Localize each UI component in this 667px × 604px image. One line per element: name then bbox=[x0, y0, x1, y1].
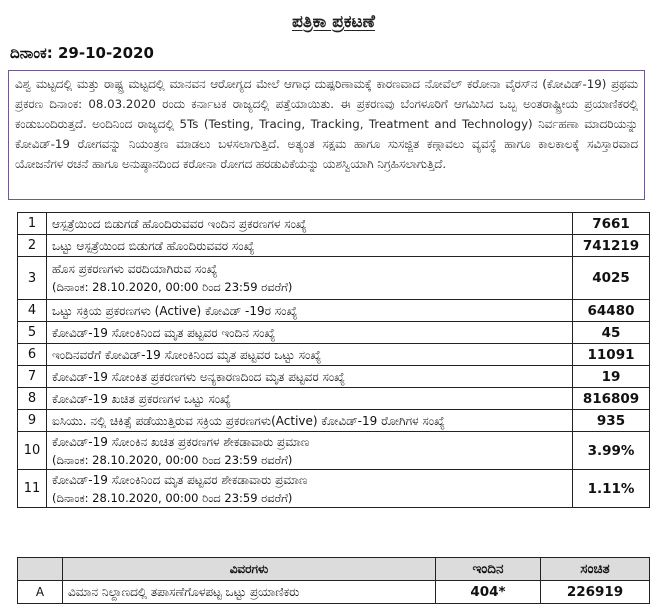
press-release-title: ಪತ್ರಿಕಾ ಪ್ರಕಟಣೆ bbox=[292, 12, 375, 32]
stats-row-number: 7 bbox=[18, 366, 47, 388]
stats-row bbox=[18, 366, 650, 388]
stats-row-label: ಒಟ್ಟು ಸಕ್ರಿಯ ಪ್ರಕರಣಗಳು (Active) ಕೋವಿಡ್ -19ರ ಸಂಖ್ಯೆ bbox=[52, 303, 298, 318]
header-cell-blank bbox=[18, 558, 63, 581]
stats-row-description bbox=[47, 344, 573, 366]
stats-row-number: 5 bbox=[18, 322, 47, 344]
stats-row-label: ಒಟ್ಟು ಆಸ್ಪತ್ರೆಯಿಂದ ಬಿಡುಗಡೆ ಹೊಂದಿರುವವರ ಸಂಖ್ಯೆ bbox=[52, 238, 255, 253]
header-cell-cumulative: ಸಂಚಿತ bbox=[541, 558, 650, 581]
details-table bbox=[17, 557, 650, 604]
stats-row-number: 8 bbox=[18, 388, 47, 410]
date-value: 29-10-2020 bbox=[57, 44, 154, 62]
stats-row-label: ಆಸ್ಪತ್ರೆಯಿಂದ ಬಿಡುಗಡೆ ಹೊಂದಿರುವವರ ಇಂದಿನ ಪ್ರಕರಣಗಳ ಸಂಖ್ಯೆ bbox=[52, 216, 307, 231]
stats-row-date-range: (ದಿನಾಂಕ: 28.10.2020, 00:00 ರಿಂದ 23:59 ರವರೆಗೆ) bbox=[52, 490, 293, 505]
stats-row-value: 741219 bbox=[573, 235, 650, 257]
stats-row bbox=[18, 300, 650, 322]
stats-row-description bbox=[47, 300, 573, 322]
stats-row-label: ಕೋವಿಡ್-19 ಸೋಂಕಿನಿಂದ ಮೃತ ಪಟ್ಟವರ ಶೇಕಡಾವಾರು ಪ್ರಮಾಣ bbox=[52, 472, 308, 487]
stats-row-label: ಐಸಿಯು. ನಲ್ಲಿ ಚಿಕಿತ್ಸೆ ಪಡೆಯುತ್ತಿರುವ ಸಕ್ರಿಯ ಪ್ರಕರಣಗಳು(Active) ಕೋವಿಡ್-19 ರೋಗಿಗಳ ಸಂಖ್ಯೆ bbox=[52, 413, 445, 428]
release-date bbox=[10, 44, 154, 62]
stats-row-description bbox=[47, 213, 573, 235]
stats-row-number: 2 bbox=[18, 235, 47, 257]
stats-row-description bbox=[47, 366, 573, 388]
header-cell-today: ಇಂದಿನ bbox=[436, 558, 541, 581]
stats-row-label: ಕೋವಿಡ್-19 ಖಚಿತ ಪ್ರಕರಣಗಳ ಒಟ್ಟು ಸಂಖ್ಯೆ bbox=[52, 391, 231, 406]
stats-row bbox=[18, 470, 650, 508]
stats-row-label: ಇಂದಿನವರೆಗೆ ಕೋವಿಡ್-19 ಸೋಂಕಿನಿಂದ ಮೃತ ಪಟ್ಟವರ ಒಟ್ಟು ಸಂಖ್ಯೆ bbox=[52, 347, 322, 362]
stats-row bbox=[18, 322, 650, 344]
stats-row-number: 6 bbox=[18, 344, 47, 366]
stats-row-description bbox=[47, 235, 573, 257]
stats-row bbox=[18, 344, 650, 366]
stats-table bbox=[17, 212, 650, 508]
table-row bbox=[18, 581, 650, 604]
stats-row-number: 10 bbox=[18, 432, 47, 470]
details-table-header bbox=[18, 558, 650, 581]
stats-row-value: 935 bbox=[573, 410, 650, 432]
stats-row-label: ಕೋವಿಡ್-19 ಸೋಂಕಿನಿಂದ ಮೃತ ಪಟ್ಟವರ ಇಂದಿನ ಸಂಖ್ಯೆ bbox=[52, 325, 276, 340]
stats-row-value: 1.11% bbox=[573, 470, 650, 508]
stats-row bbox=[18, 213, 650, 235]
date-label: ದಿನಾಂಕ: bbox=[10, 44, 53, 62]
stats-row bbox=[18, 235, 650, 257]
stats-row-description bbox=[47, 257, 573, 300]
stats-row-number: 9 bbox=[18, 410, 47, 432]
stats-row-value: 7661 bbox=[573, 213, 650, 235]
stats-row-label: ಕೋವಿಡ್-19 ಸೋಂಕಿನ ಖಚಿತ ಪ್ರಕರಣಗಳ ಶೇಕಡಾವಾರು ಪ್ರಮಾಣ bbox=[52, 434, 310, 449]
stats-row-value: 3.99% bbox=[573, 432, 650, 470]
stats-row-label: ಕೋವಿಡ್-19 ಸೋಂಕಿತ ಪ್ರಕರಣಗಳು ಅನ್ಯಕಾರಣದಿಂದ ಮೃತ ಪಟ್ಟವರ ಸಂಖ್ಯೆ bbox=[52, 369, 346, 384]
row-id: A bbox=[18, 581, 63, 604]
stats-row-value: 816809 bbox=[573, 388, 650, 410]
stats-row-value: 19 bbox=[573, 366, 650, 388]
stats-row bbox=[18, 410, 650, 432]
stats-row-value: 11091 bbox=[573, 344, 650, 366]
intro-paragraph: ವಿಶ್ವ ಮಟ್ಟದಲ್ಲಿ ಮತ್ತು ರಾಷ್ಟ್ರ ಮಟ್ಟದಲ್ಲಿ ಮಾನವನ ಆರೋಗ್ಯದ ಮೇಲೆ ಆಗಾಧ ದುಷ್ಪರಿಣಾಮಕ್ಕೆ ಕಾರಣವಾದ ನೋವೆಲ್ ಕರೋನಾ ವೈರಸ್‌ನ (ಕೋವಿಡ್-19) ಪ್ರಥಮ ಪ್ರಕರಣ ದಿನಾಂಕ: 08.03.2020 ರಂದು ಕರ್ನಾಟಕ ರಾಜ್ಯದಲ್ಲಿ ಪತ್ತೆಯಾಯಿತು. ಈ ಪ್ರಕರಣವು ಬೆಂಗಳೂರಿಗೆ ಆಗಮಿಸಿದ ಒಬ್ಬ ಅಂತರಾಷ್ಟ್ರೀಯ ಪ್ರಯಾಣಿಕರಲ್ಲಿ ಕಂಡುಬಂದಿರುತ್ತದೆ. ಅಂದಿನಿಂದ ರಾಜ್ಯದಲ್ಲಿ 5Ts (Testing, Tracing, Tracking, Treatment and Technology) ನಿರ್ವಹಣಾ ಮಾದರಿಯನ್ನು ಕೋವಿಡ್-19 ರೋಗವನ್ನು ನಿಯಂತ್ರಣ ಮಾಡಲು ಬಳಸಲಾಗುತ್ತಿದೆ. ಅತ್ಯಂತ ಸಕ್ಷಮ ಹಾಗೂ ಸುಸಜ್ಜಿತ ಕಣ್ಗಾವಲು ವ್ಯವಸ್ಥೆ ಹಾಗೂ ಕಾಲಕಾಲಕ್ಕೆ ಸವಿಸ್ತಾರವಾದ ಯೋಜನೆಗಳ ರಚನೆ ಹಾಗೂ ಅನುಷ್ಠಾನದಿಂದ ಕರೋನಾ ರೋಗದ ಹರಡುವಿಕೆಯನ್ನು ಯಶಸ್ವಿಯಾಗಿ ನಿಗ್ರಹಿಸಲಾಗುತ್ತಿದೆ. bbox=[8, 70, 645, 200]
stats-row-description bbox=[47, 322, 573, 344]
header-cell-details: ವಿವರಗಳು bbox=[63, 558, 436, 581]
stats-row-date-range: (ದಿನಾಂಕ: 28.10.2020, 00:00 ರಿಂದ 23:59 ರವರೆಗೆ) bbox=[52, 280, 293, 294]
row-description: ವಿಮಾನ ನಿಲ್ದಾಣದಲ್ಲಿ ತಪಾಸಣೆಗೊಳಪಟ್ಟ ಒಟ್ಟು ಪ್ರಯಾಣಿಕರು bbox=[63, 581, 436, 604]
stats-row-label: ಹೊಸ ಪ್ರಕರಣಗಳು ವರದಿಯಾಗಿರುವ ಸಂಖ್ಯೆ bbox=[52, 262, 218, 276]
stats-row-number: 1 bbox=[18, 213, 47, 235]
stats-row bbox=[18, 257, 650, 300]
stats-row-date-range: (ದಿನಾಂಕ: 28.10.2020, 00:00 ರಿಂದ 23:59 ರವರೆಗೆ) bbox=[52, 452, 293, 467]
stats-row-number: 3 bbox=[18, 257, 47, 300]
stats-row-value: 4025 bbox=[573, 257, 650, 300]
stats-row-number: 11 bbox=[18, 470, 47, 508]
stats-row-number: 4 bbox=[18, 300, 47, 322]
stats-row bbox=[18, 388, 650, 410]
stats-row-description bbox=[47, 432, 573, 470]
row-today-value: 404* bbox=[436, 581, 541, 604]
stats-row-description bbox=[47, 388, 573, 410]
stats-row-description bbox=[47, 410, 573, 432]
stats-row-value: 64480 bbox=[573, 300, 650, 322]
stats-row bbox=[18, 432, 650, 470]
stats-row-description bbox=[47, 470, 573, 508]
row-cumulative-value: 226919 bbox=[541, 581, 650, 604]
stats-row-value: 45 bbox=[573, 322, 650, 344]
